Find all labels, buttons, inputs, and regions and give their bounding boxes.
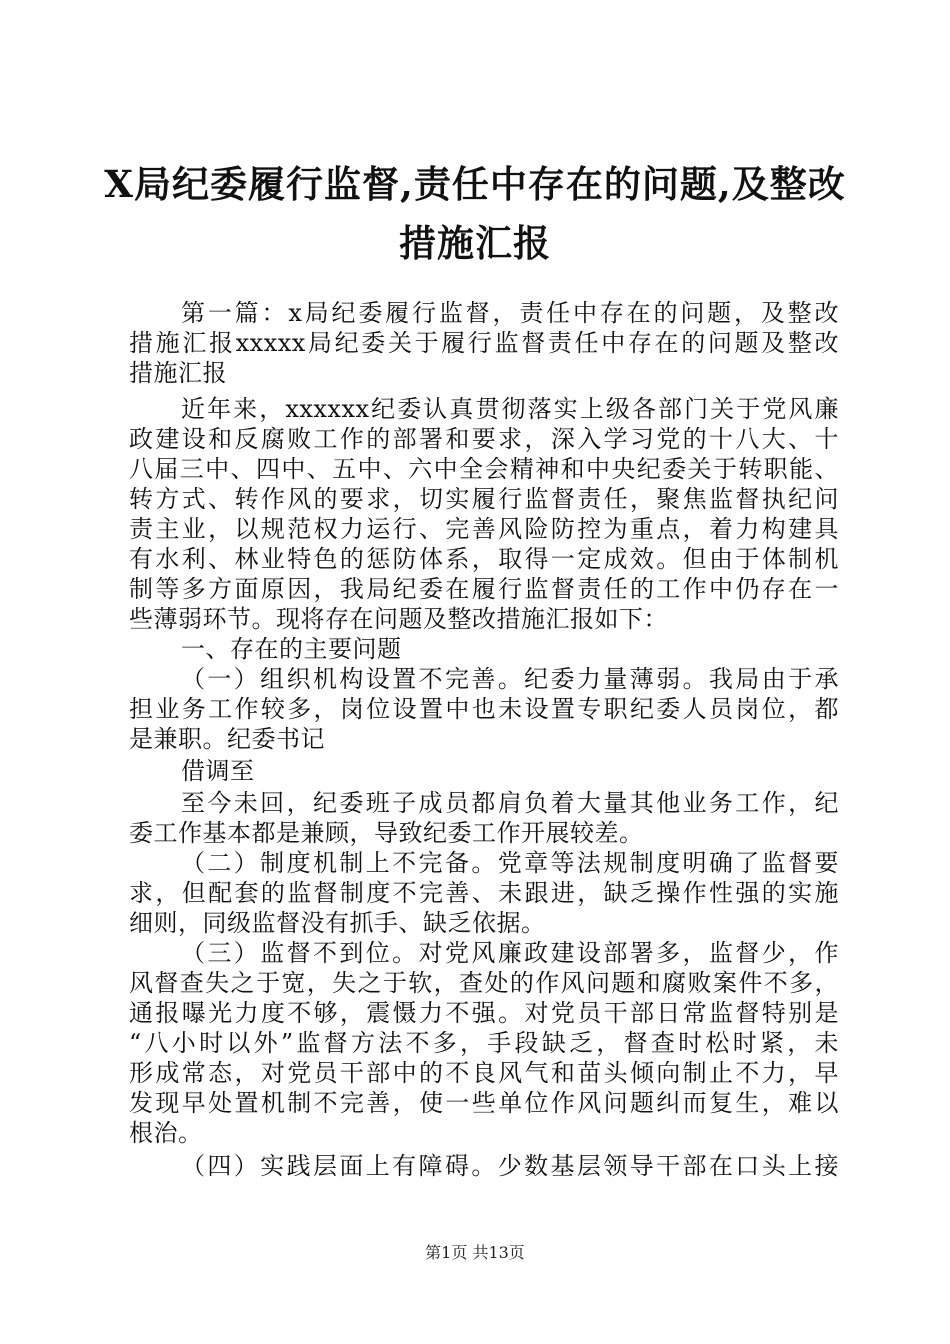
section-heading: 一、存在的主要问题 [181,635,402,663]
paragraph-line: 政建设和反腐败工作的部署和要求，深入学习党的十八大、十 [129,425,839,453]
paragraph-line: （二）制度机制上不完备。党章等法规制度明确了监督要 [181,849,839,877]
paragraph-line: 八届三中、四中、五中、六中全会精神和中央纪委关于转职能、 [129,455,839,483]
document-title-line-2: 措施汇报 [399,221,551,265]
paragraph-line: 近年来，xxxxxx纪委认真贯彻落实上级各部门关于党风廉 [181,395,839,423]
paragraph-line: 措施汇报xxxxx局纪委关于履行监督责任中存在的问题及整改 [129,329,839,357]
paragraph-line: “八小时以外”监督方法不多，手段缺乏，督查时松时紧，未 [129,1029,839,1057]
paragraph-line: 有水利、林业特色的惩防体系，取得一定成效。但由于体制机 [129,545,839,573]
paragraph-line: 是兼职。纪委书记 [129,725,325,753]
paragraph-line: （三）监督不到位。对党风廉政建设部署多，监督少，作 [181,939,839,967]
document-title-line-1: X局纪委履行监督,责任中存在的问题,及整改 [104,162,846,206]
paragraph-line: （一）组织机构设置不完善。纪委力量薄弱。我局由于承 [181,665,839,693]
paragraph-line: 求，但配套的监督制度不完善、未跟进，缺乏操作性强的实施 [129,879,839,907]
paragraph-line: 委工作基本都是兼顾，导致纪委工作开展较差。 [129,819,644,847]
paragraph-line: 风督查失之于宽，失之于软，查处的作风问题和腐败案件不多， [129,969,839,997]
page-number-footer: 第1页 共13页 [425,1243,525,1262]
paragraph-line: 通报曝光力度不够，震慑力不强。对党员干部日常监督特别是 [129,999,839,1027]
paragraph-line: 细则，同级监督没有抓手、缺乏依据。 [129,909,546,937]
paragraph-line: 转方式、转作风的要求，切实履行监督责任，聚焦监督执纪问 [129,485,839,513]
paragraph-line: 形成常态，对党员干部中的不良风气和苗头倾向制止不力，早 [129,1059,839,1087]
paragraph-line: 担业务工作较多，岗位设置中也未设置专职纪委人员岗位，都 [129,695,839,723]
paragraph-line: 责主业，以规范权力运行、完善风险防控为重点，着力构建具 [129,515,839,543]
paragraph-line: （四）实践层面上有障碍。少数基层领导干部在口头上接 [181,1152,839,1180]
paragraph-line: 些薄弱环节。现将存在问题及整改措施汇报如下： [129,605,668,633]
paragraph-line: 借调至 [181,757,255,785]
paragraph-line: 至今未回，纪委班子成员都肩负着大量其他业务工作，纪 [181,789,839,817]
paragraph-line: 措施汇报 [129,359,227,387]
paragraph-line: 根治。 [129,1119,203,1147]
paragraph-line: 发现早处置机制不完善，使一些单位作风问题纠而复生，难以 [129,1089,839,1117]
paragraph-line: 制等多方面原因，我局纪委在履行监督责任的工作中仍存在一 [129,575,839,603]
paragraph-line: 第一篇：x局纪委履行监督，责任中存在的问题，及整改 [181,299,839,327]
